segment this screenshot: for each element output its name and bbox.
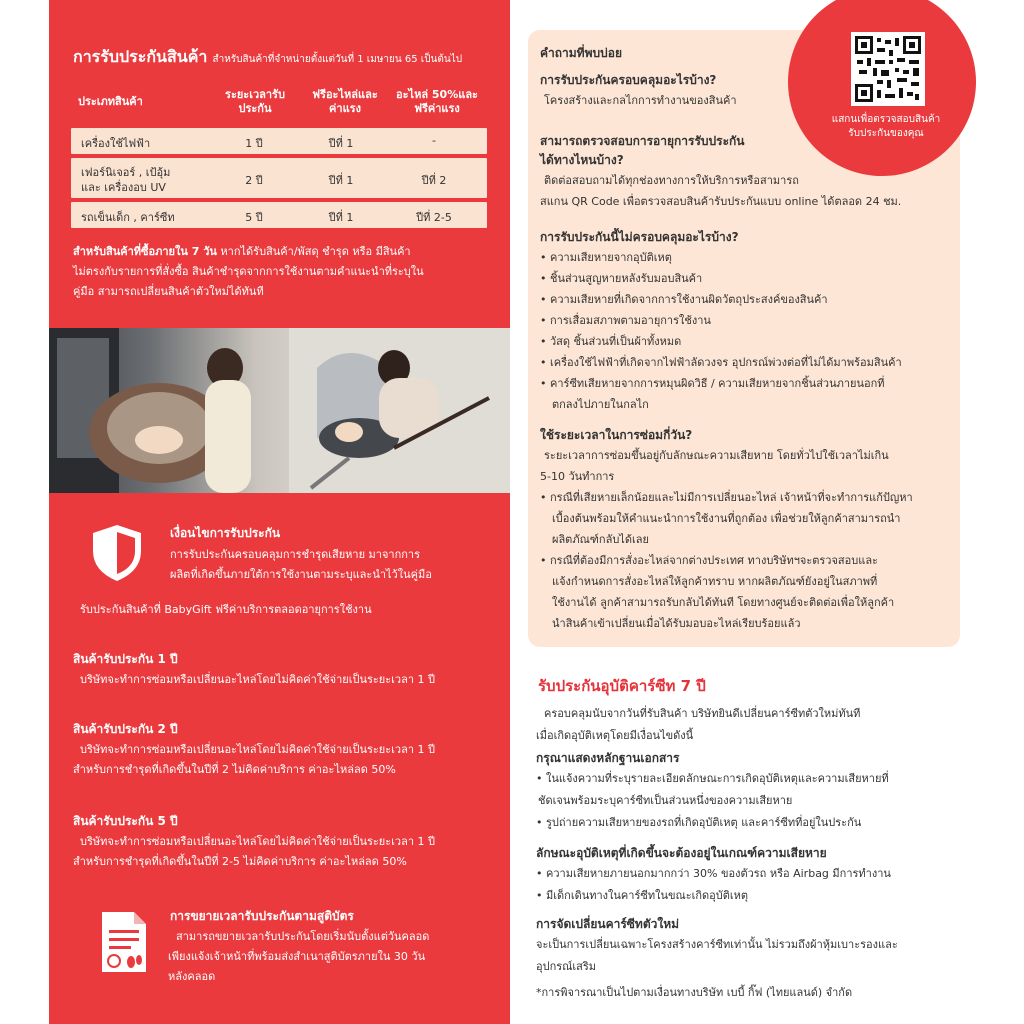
warranty-2y-text xyxy=(73,740,435,780)
list-item: • มีเด็กเดินทางในคาร์ซีทในขณะเกิดอุบัติเหตุ xyxy=(536,889,749,902)
list-item-continued: ตกลงไปภายในกลไก xyxy=(552,398,649,411)
row-period: 2 ปี xyxy=(245,174,263,187)
warranty-1y-text: บริษัทจะทำการซ่อมหรือเปลี่ยนอะไหล่โดยไม่คิดค่าใช้จ่ายเป็นระยะเวลา 1 ปี xyxy=(80,673,435,686)
warranty-header xyxy=(73,45,462,70)
list-item-continued: เบื้องต้นพร้อมให้คำแนะนำการใช้งานที่ถูกต้อง เพื่อช่วยให้ลูกค้าสามารถนำ xyxy=(552,512,901,525)
conditions-title: เงื่อนไขการรับประกัน xyxy=(170,526,281,540)
table-row xyxy=(71,202,487,228)
row-half: - xyxy=(432,134,436,147)
table-header-free: ฟรีอะไหล่และค่าแรง xyxy=(312,88,378,115)
accident-intro2: เมื่อเกิดอุบัติเหตุโดยมีเงื่อนไขดังนี้ xyxy=(536,729,694,742)
list-item: • ความเสียหายภายนอกมากกว่า 30% ของตัวรถ หรือ Airbag มีการทำงาน xyxy=(536,867,891,880)
page-subtitle: สำหรับสินค้าที่จำหน่ายตั้งแต่วันที่ 1 เมษายน 65 เป็นต้นไป xyxy=(212,54,463,65)
warranty-5y-line2: สำหรับการชำรุดที่เกิดขึ้นในปีที่ 2-5 ไม่คิดค่าบริการ ค่าอะไหล่ลด 50% xyxy=(73,855,407,868)
birth-certificate-icon xyxy=(98,910,150,974)
service-note: รับประกันสินค้าที่ BabyGift ฟรีค่าบริการตลอดอายุการใช้งาน xyxy=(80,603,372,616)
extension-line3: หลังคลอด xyxy=(168,970,216,983)
extension-line2: เพียงแจ้งเจ้าหน้าที่พร้อมส่งสำเนาสูติบัตรภายใน 30 วัน xyxy=(168,950,426,963)
warranty-5y-line1: บริษัทจะทำการซ่อมหรือเปลี่ยนอะไหล่โดยไม่คิดค่าใช้จ่ายเป็นระยะเวลา 1 ปี xyxy=(80,835,435,848)
exchange-note-line1: สำหรับสินค้าที่ซื้อภายใน 7 วัน หากได้รับสินค้า/พัสดุ ชำรุด หรือ มีสินค้า xyxy=(73,245,411,258)
accident-content xyxy=(536,703,898,1004)
faq-q2-title1: สามารถตรวจสอบการอายุการรับประกัน xyxy=(540,134,745,148)
row-type: รถเข็นเด็ก , คาร์ซีท xyxy=(81,211,175,224)
faq-q4-intro2: 5-10 วันทำการ xyxy=(540,470,615,483)
warranty-2y-title: สินค้ารับประกัน 2 ปี xyxy=(73,722,178,736)
list-item: • วัสดุ ชิ้นส่วนที่เป็นผ้าทั้งหมด xyxy=(540,335,682,348)
list-item: • คาร์ซีทเสียหายจากการหมุนผิดวิธี / ความเสียหายจากชิ้นส่วนภายนอกที่ xyxy=(540,377,885,390)
list-item: • กรณีที่ต้องมีการสั่งอะไหล่จากต่างประเทศ ทางบริษัทฯจะตรวจสอบและ xyxy=(540,554,878,567)
row-type: เครื่องใช้ไฟฟ้า xyxy=(81,137,151,150)
faq-q3 xyxy=(540,228,902,415)
list-item-continued: นำสินค้าเข้าเปลี่ยนเมื่อได้รับมอบอะไหล่เรียบร้อยแล้ว xyxy=(552,617,801,630)
table-header-type: ประเภทสินค้า xyxy=(78,95,143,108)
warranty-2y-line2: สำหรับการชำรุดที่เกิดขึ้นในปีที่ 2 ไม่คิดค่าบริการ ค่าอะไหล่ลด 50% xyxy=(73,763,396,776)
shield-icon xyxy=(91,523,143,583)
faq-q1-answer: โครงสร้างและกลไกการทำงานของสินค้า xyxy=(544,94,737,107)
list-item-continued: ผลิตภัณฑ์กลับได้เลย xyxy=(552,533,649,546)
warranty-5y-title: สินค้ารับประกัน 5 ปี xyxy=(73,814,178,828)
row-free: ปีที่ 1 xyxy=(328,211,354,224)
list-item: • รูปถ่ายความเสียหายของรถที่เกิดอุบัติเหตุ และคาร์ซีทที่อยู่ในประกัน xyxy=(536,816,862,829)
list-item: • ความเสียหายจากอุบัติเหตุ xyxy=(540,251,672,264)
table-header-half: อะไหล่ 50%และฟรีค่าแรง xyxy=(396,88,478,115)
row-period: 5 ปี xyxy=(245,211,263,224)
list-item-continued: แจ้งกำหนดการสั่งอะไหล่ให้ลูกค้าทราบ หากผลิตภัณฑ์ยังอยู่ในสภาพที่ xyxy=(552,575,878,588)
family-photo xyxy=(49,328,510,493)
row-type-line2: และ เครื่องอบ UV xyxy=(81,181,166,194)
criteria-title: ลักษณะอุบัติเหตุที่เกิดขึ้นจะต้องอยู่ในเกณฑ์ความเสียหาย xyxy=(536,846,827,860)
warranty-2y-line1: บริษัทจะทำการซ่อมหรือเปลี่ยนอะไหล่โดยไม่คิดค่าใช้จ่ายเป็นระยะเวลา 1 ปี xyxy=(80,743,435,756)
exchange-note xyxy=(73,242,503,302)
list-item: • ชิ้นส่วนสูญหายหลังรับมอบสินค้า xyxy=(540,272,703,285)
exchange-note-line2: ไม่ตรงกับรายการที่สั่งซื้อ สินค้าชำรุดจากการใช้งานตามคำแนะนำที่ระบุใน xyxy=(73,265,424,278)
faq-content xyxy=(540,44,737,111)
warranty-5y-text xyxy=(73,832,435,872)
table-header-period: ระยะเวลารับประกัน xyxy=(225,88,285,115)
faq-q4 xyxy=(540,426,913,634)
accident-title: รับประกันอุบัติคาร์ซีท 7 ปี xyxy=(538,677,706,695)
qr-caption-line1: แสกนเพื่อตรวจสอบสินค้า xyxy=(831,114,941,125)
exchange-note-line3: คู่มือ สามารถเปลี่ยนสินค้าตัวใหม่ได้ทันที xyxy=(73,285,264,298)
evidence-title: กรุณาแสดงหลักฐานเอกสาร xyxy=(536,751,680,765)
warranty-1y-title: สินค้ารับประกัน 1 ปี xyxy=(73,652,178,666)
conditions-line2: ผลิตที่เกิดขึ้นภายใต้การใช้งานตามระบุและนำไว้ในคู่มือ xyxy=(170,568,432,581)
page-title: การรับประกันสินค้า xyxy=(73,47,208,66)
replace-line2: อุปกรณ์เสริม xyxy=(536,960,596,973)
list-item: • กรณีที่เสียหายเล็กน้อยและไม่มีการเปลี่ยนอะไหล่ เจ้าหน้าที่จะทำการแก้ปัญหา xyxy=(540,491,913,504)
row-half: ปีที่ 2 xyxy=(421,174,447,187)
qr-caption xyxy=(806,113,966,141)
footnote: *การพิจารณาเป็นไปตามเงื่อนทางบริษัท เบบี้ กิ๊ฟ (ไทยแลนด์) จำกัด xyxy=(536,986,853,999)
faq-title: คำถามที่พบบ่อย xyxy=(540,46,622,60)
list-item: • การเสื่อมสภาพตามอายุการใช้งาน xyxy=(540,314,711,327)
list-item: • ในแจ้งความที่ระบุรายละเอียดลักษณะการเกิดอุบัติเหตุและความเสียหายที่ xyxy=(536,772,889,785)
conditions-line1: การรับประกันครอบคลุมการชำรุดเสียหาย มาจากการ xyxy=(170,548,421,561)
table-row xyxy=(71,158,487,198)
qr-code[interactable] xyxy=(851,32,925,106)
list-item: • ความเสียหายที่เกิดจากการใช้งานผิดวัตถุประสงค์ของสินค้า xyxy=(540,293,828,306)
conditions-text xyxy=(170,545,500,585)
extension-line1: สามารถขยายเวลารับประกันโดยเริ่มนับตั้งแต่วันคลอด xyxy=(176,930,430,943)
row-half: ปีที่ 2-5 xyxy=(416,211,452,224)
faq-q3-title: การรับประกันนี้ไม่ครอบคลุมอะไรบ้าง? xyxy=(540,230,739,244)
row-period: 1 ปี xyxy=(245,137,263,150)
list-item: • เครื่องใช้ไฟฟ้าที่เกิดจากไฟฟ้าลัดวงจร อุปกรณ์พ่วงต่อที่ไม่ได้มาพร้อมสินค้า xyxy=(540,356,902,369)
faq-q2-title2: ได้ทางไหนบ้าง? xyxy=(540,153,624,167)
faq-q4-intro1: ระยะเวลาการซ่อมขึ้นอยู่กับลักษณะความเสียหาย โดยทั่วไปใช้เวลาไม่เกิน xyxy=(544,449,889,462)
replace-title: การจัดเปลี่ยนคาร์ซีทตัวใหม่ xyxy=(536,917,680,931)
qr-caption-line2: รับประกันของคุณ xyxy=(848,128,924,139)
extension-title: การขยายเวลารับประกันตามสูติบัตร xyxy=(170,909,354,923)
faq-q2-answer2: สแกน QR Code เพื่อตรวจสอบสินค้ารับประกันแบบ online ได้ตลอด 24 ชม. xyxy=(540,195,902,208)
replace-line1: จะเป็นการเปลี่ยนเฉพาะโครงสร้างคาร์ซีทเท่านั้น ไม่รวมถึงผ้าหุ้มเบาะรองและ xyxy=(536,938,898,951)
row-type: เฟอร์นิเจอร์ , เป้อุ้ม xyxy=(81,166,171,179)
row-free: ปีที่ 1 xyxy=(328,174,354,187)
accident-intro1: ครอบคลุมนับจากวันที่รับสินค้า บริษัทยินดีเปลี่ยนคาร์ซีทตัวใหม่ทันที xyxy=(544,707,861,720)
list-item-continued: ชัดเจนพร้อมระบุคาร์ซีทเป็นส่วนหนึ่งของความเสียหาย xyxy=(538,794,793,807)
faq-q4-title: ใช้ระยะเวลาในการซ่อมกี่วัน? xyxy=(540,428,693,442)
faq-q2-answer1: ติดต่อสอบถามได้ทุกช่องทางการให้บริการหรือสามารถ xyxy=(544,174,799,187)
faq-q1-title: การรับประกันครอบคลุมอะไรบ้าง? xyxy=(540,73,717,87)
list-item-continued: ใช้งานได้ ลูกค้าสามารถรับกลับได้ทันที โดยทางศูนย์จะติดต่อเพื่อให้ลูกค้า xyxy=(552,596,895,609)
extension-text xyxy=(168,927,429,987)
row-free: ปีที่ 1 xyxy=(328,137,354,150)
table-row xyxy=(71,128,487,154)
